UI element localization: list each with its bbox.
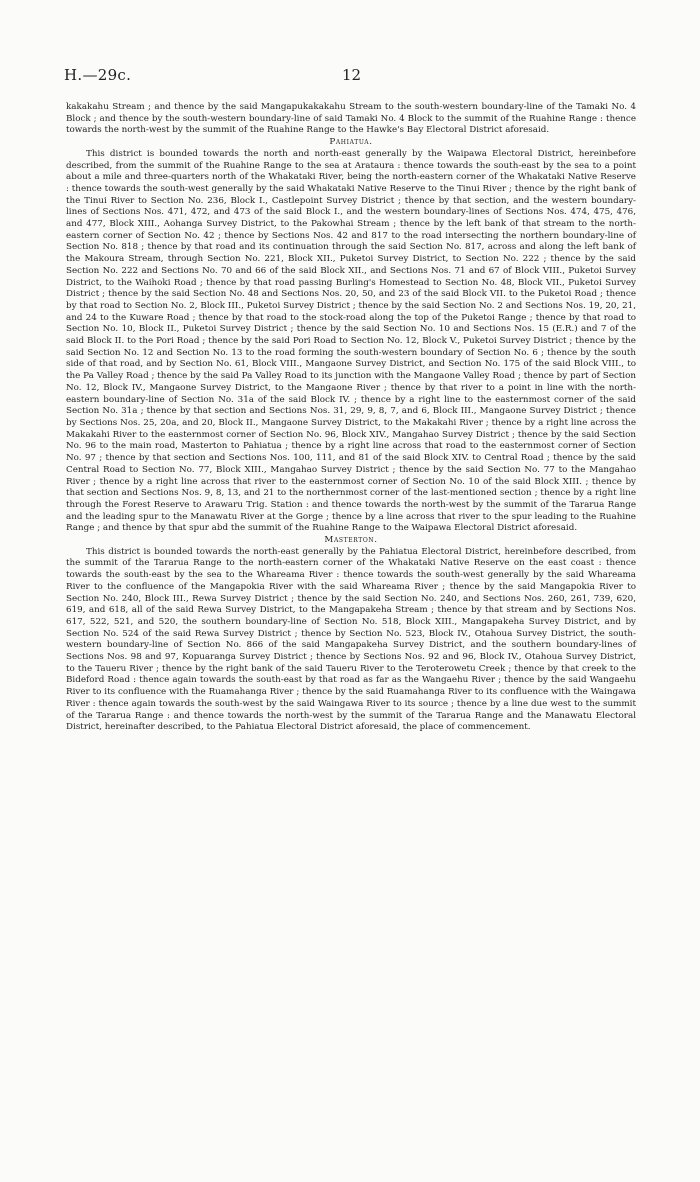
section-paragraph-masterton: This district is bounded towards the north-east generally by the Pahiatua Electoral District, hereinbefore described, from the summit of the Tararua Range to the north-eastern corner of the Whakataki Native Reserve on the east coast : thence towards the south-east by the sea to the Whareama River : thence towards the south-west generally by the said Whareama River to the confluence of the Mangapokia River with the said Whareama River ; thence by the said Mangapokia River to Section No. 240, Block III., Rewa Survey District ; thence by the said Section No. 240, and Sections Nos. 260, 261, 739, 620, 619, and 618, all of the said Rewa Survey District, to the Mangapakeha Stream ; thence by that stream and by Sections Nos. 617, 522, 521, and 520, the southern boundary-line of Section No. 518, Block XIII., Mangapakeha Survey District, and by Section No. 524 of the said Rewa Survey District ; thence by Section No. 523, Block IV., Otahoua Survey District, the south-western boundary-line of Section No. 866 of the said Mangapakeha Survey District, and the southern boundary-lines of Sections Nos. 98 and 97, Kopuaranga Survey District ; thence by Sections Nos. 92 and 96, Block IV., Otahoua Survey District, to the Taueru River ; thence by the right bank of the said Taueru River to the Teroterowetu Creek ; thence by that creek to the Bideford Road : thence again towards the south-east by that road as far as the Wangaehu River ; thence by the said Wangaehu River to its confluence with the Ruamahanga River ; thence by the said Ruamahanga River to its confluence with the Waingawa River : thence again towards the south-west by the said Waingawa River to its source ; thence by a line due west to the summit of the Tararua Range : and thence towards the north-west by the summit of the Tararua Range and the Manawatu Electoral District, hereinafter described, to the Pahiatua Electoral District aforesaid, the place of commencement. — [66, 546, 636, 733]
section-title-masterton: Masterton. — [324, 535, 378, 546]
page-header — [64, 66, 636, 86]
section-title-pahiatua: Pahiatua. — [329, 137, 373, 148]
intro-paragraph: kakakahu Stream ; and thence by the said Mangapukakakahu Stream to the south-western boundary-line of the Tamaki No. 4 Block ; and thence by the south-western boundary-line of said Tamaki No. 4 Block to the summit of the Ruahine Range : thence towards the north-west by the summit of the Ruahine Range to the Hawke's Bay Electoral District aforesaid. — [66, 102, 636, 136]
document-reference: H.—29c. — [64, 66, 132, 84]
document-body — [66, 102, 636, 734]
page-number: 12 — [342, 66, 362, 84]
section-paragraph-pahiatua: This district is bounded towards the north and north-east generally by the Waipawa Electoral District, hereinbefore described, from the summit of the Ruahine Range to the sea at Arataura : thence towards the south-east by the sea to a point about a mile and three-quarters north of the Whakataki River, being the north-eastern corner of the Whakataki Native Reserve : thence towards the south-west generally by the said Whakataki Native Reserve to the Tinui River ; thence by the right bank of the Tinui River to Section No. 236, Block I., Castlepoint Survey District ; thence by that section, and the western boundary-lines of Sections Nos. 471, 472, and 473 of the said Block I., and the western boundary-lines of Sections Nos. 474, 475, 476, and 477, Block XIII., Aohanga Survey District, to the Pakowhai Stream ; thence by the left bank of that stream to the north-eastern corner of Section No. 42 ; thence by Sections Nos. 42 and 817 to the road intersecting the northern boundary-line of Section No. 818 ; thence by that road and its continuation through the said Section No. 817, across and along the left bank of the Makoura Stream, through Section No. 221, Block XII., Puketoi Survey District, to Section No. 222 ; thence by the said Section No. 222 and Sections No. 70 and 66 of the said Block XII., and Sections Nos. 71 and 67 of Block VIII., Puketoi Survey District, to the Waihoki Road ; thence by that road passing Burling's Homestead to Section No. 48, Block VII., Puketoi Survey District ; thence by the said Section No. 48 and Sections Nos. 20, 50, and 23 of the said Block VII. to the Puketoi Road ; thence by that road to Section No. 2, Block III., Puketoi Survey District ; thence by the said Section No. 2 and Sections Nos. 19, 20, 21, and 24 to the Kuware Road ; thence by that road to the stock-road along the top of the Puketoi Range ; thence by that road to Section No. 10, Block II., Puketoi Survey District ; thence by the said Section No. 10 and Sections Nos. 15 (E.R.) and 7 of the said Block II. to the Pori Road ; thence by the said Pori Road to Section No. 12, Block V., Puketoi Survey District ; thence by the said Section No. 12 and Section No. 13 to the road forming the south-western boundary of Section No. 6 ; thence by the south side of that road, and by Section No. 61, Block VIII., Mangaone Survey District, and Section No. 175 of the said Block VIII., to the Pa Valley Road ; thence by the said Pa Valley Road to its junction with the Mangaone Valley Road ; thence by part of Section No. 12, Block IV., Mangaone Survey District, to the Mangaone River ; thence by that river to a point in line with the north-eastern boundary-line of Section No. 31a of the said Block IV. ; thence by a right line to the easternmost corner of the said Section No. 31a ; thence by that section and Sections Nos. 31, 29, 9, 8, 7, and 6, Block III., Mangaone Survey District ; thence by Sections Nos. 25, 20a, and 20, Block II., Mangaone Survey District, to the Makakahi River ; thence by a right line across the Makakahi River to the easternmost corner of Section No. 96, Block XIV., Mangahao Survey District ; thence by the said Section No. 96 to the main road, Masterton to Pahiatua ; thence by a right line across that road to the easternmost corner of Section No. 97 ; thence by that section and Sections Nos. 100, 111, and 81 of the said Block XIV. to Central Road ; thence by the said Central Road to Section No. 77, Block XIII., Mangahao Survey District ; thence by the said Section No. 77 to the Mangahao River ; thence by a right line across that river to the easternmost corner of Section No. 10 of the said Block XIII. ; thence by that section and Sections Nos. 9, 8, 13, and 21 to the northernmost corner of the last-mentioned section ; thence by a right line through the Forest Reserve to Arawaru Trig. Station : and thence towards the north-west by the summit of the Tararua Range and the leading spur to the Manawatu River at the Gorge ; thence by a line across that river to the spur leading to the Ruahine Range ; and thence by that spur abd the summit of the Ruahine Range to the Waipawa Electoral District aforesaid. — [66, 148, 636, 534]
